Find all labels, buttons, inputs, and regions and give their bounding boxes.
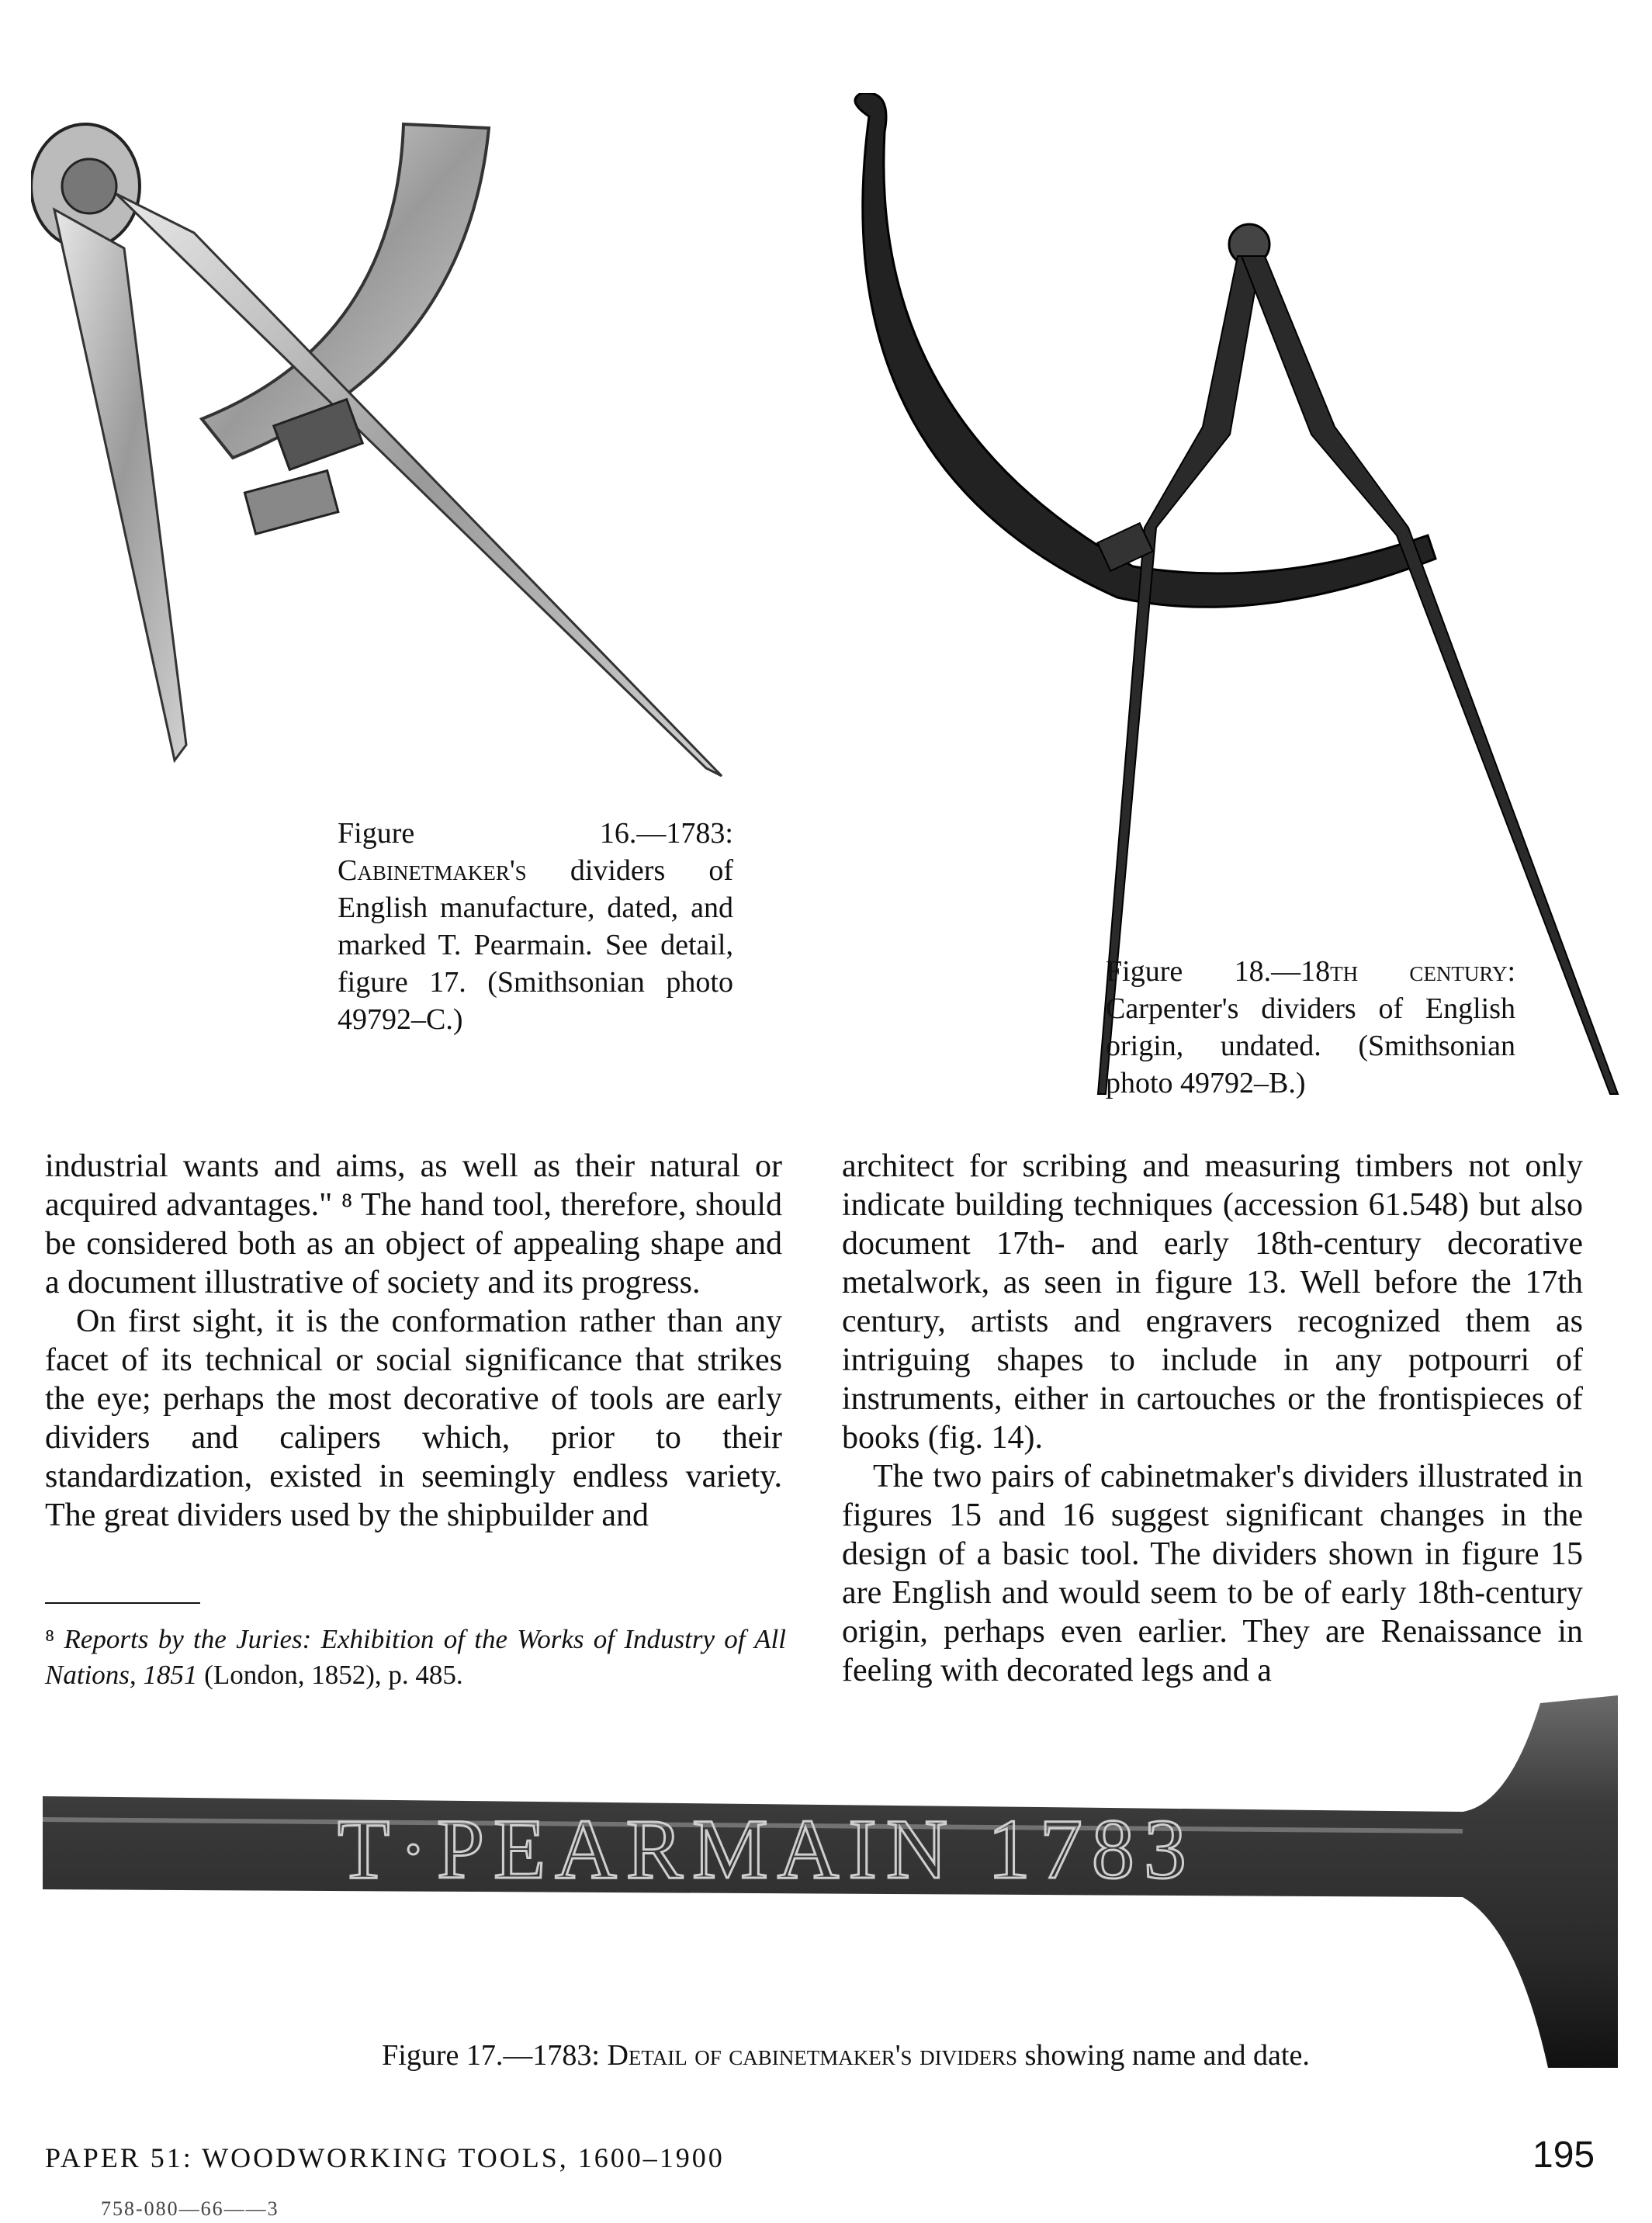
paragraph: On first sight, it is the conformation rather than any facet of its technical or social significance that strikes the eye; perhaps the most decorative of tools are early dividers and calipers which, prior to their standardization, existed in seemingly endless variety. The great dividers used by the shipbuilder and <box>45 1304 782 1533</box>
caption-label: Figure 18.— <box>1106 955 1301 988</box>
running-footer: PAPER 51: WOODWORKING TOOLS, 1600–1900 <box>45 2142 725 2173</box>
caption-text: dividers of English manufacture, dated, and marked T. Pearmain. See detail, figure 17. (Smithsonian photo 49792–C.) <box>338 854 733 1036</box>
footnote-text: (London, 1852), p. 485. <box>204 1660 463 1690</box>
caption-smallcaps: Detail of cabinetmaker's dividers <box>607 2039 1018 2072</box>
page-number: 195 <box>1533 2135 1595 2176</box>
figure-17-caption <box>310 2037 1381 2074</box>
caption-label: Figure 17.—1783: <box>382 2039 600 2072</box>
figure-16-caption <box>338 815 733 1038</box>
caption-text: Carpenter's dividers of English origin, undated. (Smithsonian photo 49792–B.) <box>1106 992 1515 1099</box>
figure-16-photo <box>31 109 745 885</box>
paragraph: The two pairs of cabinetmaker's dividers illustrated in figures 15 and 16 suggest significant changes in the design of a basic tool. The dividers shown in figure 15 are English and would seem to be of early 18th-century origin, perhaps even earlier. They are Renaissance in feeling with decorated legs and a <box>842 1459 1583 1688</box>
paragraph: industrial wants and aims, as well as their natural or acquired advantages." ⁸ The hand tool, therefore, should be considered both as an object of appealing shape and a document illustrative of society and its progress. <box>45 1148 782 1300</box>
engraving-text: T·PEARMAIN 1783 <box>338 1802 1196 1896</box>
footnote-rule <box>45 1602 200 1604</box>
caption-text: showing name and date. <box>1024 2039 1310 2072</box>
figure-18-caption <box>1106 953 1515 1102</box>
caption-label: Figure 16.—1783: <box>338 817 733 850</box>
body-column-right <box>842 1147 1583 1690</box>
footnote <box>45 1622 786 1693</box>
paragraph: architect for scribing and measuring timbers not only indicate building techniques (accession 61.548) but also document 17th- and early 18th-century decorative metalwork, as seen in figure 13. Well before the 17th century, artists and engravers recognized them as intriguing shapes to include in any potpourri of instruments, either in cartouches or the frontispieces of books (fig. 14). <box>842 1148 1583 1456</box>
caption-smallcaps: Cabinetmaker's <box>338 854 527 887</box>
footnote-citation: Reports by the Juries: Exhibition of the Works of Industry of All Nations, 1851 <box>45 1624 786 1690</box>
print-code: 758-080—66——3 <box>101 2197 279 2220</box>
footnote-marker: ⁸ <box>45 1624 55 1654</box>
figure-17-photo <box>43 1695 1618 2068</box>
body-column-left <box>45 1147 782 1535</box>
caption-smallcaps: 18th century: <box>1300 955 1515 988</box>
